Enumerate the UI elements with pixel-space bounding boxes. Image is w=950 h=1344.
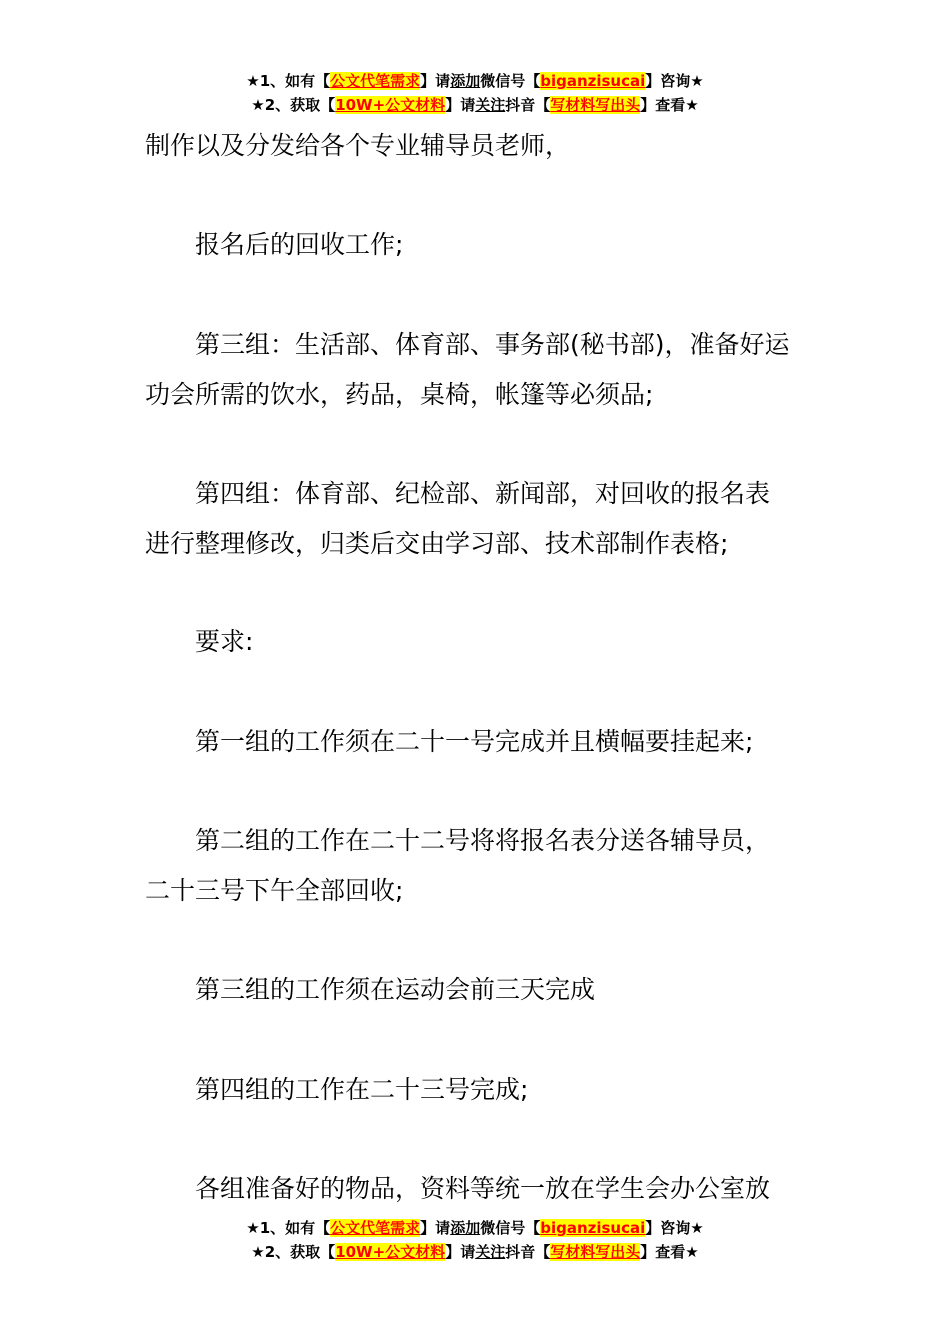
paragraph xyxy=(145,121,810,171)
banner-line-2: ★2、获取【10W+公文材料】请关注抖音【写材料写出头】查看★ xyxy=(251,96,699,114)
highlight-text: 公文代笔需求 xyxy=(330,72,421,90)
paragraph-line: 第四组：体育部、纪检部、新闻部，对回收的报名表 xyxy=(195,479,771,508)
highlight-text: 10W+公文材料 xyxy=(335,1243,446,1261)
paragraph xyxy=(145,469,810,569)
paragraph xyxy=(145,617,860,667)
highlight-text: biganzisucai xyxy=(540,1219,646,1237)
paragraph xyxy=(145,220,860,270)
highlight-text: 公文代笔需求 xyxy=(330,1219,421,1237)
paragraph-line: 第一组的工作须在二十一号完成并且横幅要挂起来; xyxy=(195,727,754,756)
paragraph-line: 各组准备好的物品，资料等统一放在学生会办公室放 xyxy=(195,1174,771,1203)
banner-line-1: ★1、如有【公文代笔需求】请添加微信号【biganzisucai】咨询★ xyxy=(246,72,704,90)
paragraph-line: 第二组的工作在二十二号将将报名表分送各辅导员， xyxy=(195,826,771,855)
paragraph-line: 要求: xyxy=(195,627,254,656)
footer-banner xyxy=(0,1217,950,1265)
paragraph-line: 进行整理修改，归类后交由学习部、技术部制作表格; xyxy=(145,529,729,558)
paragraph-line: 第三组的工作须在运动会前三天完成 xyxy=(195,975,596,1004)
banner-line-2: ★2、获取【10W+公文材料】请关注抖音【写材料写出头】查看★ xyxy=(251,1243,699,1261)
paragraph xyxy=(145,1065,860,1115)
paragraph-line: 功会所需的饮水，药品，桌椅，帐篷等必须品; xyxy=(145,380,654,409)
paragraph-line: 第三组：生活部、体育部、事务部(秘书部)，准备好运 xyxy=(195,330,790,359)
paragraph xyxy=(145,717,860,767)
paragraph xyxy=(145,965,860,1015)
paragraph xyxy=(145,1164,860,1214)
paragraph-line: 报名后的回收工作; xyxy=(195,230,404,259)
paragraph-line: 二十三号下午全部回收; xyxy=(145,876,404,905)
header-banner xyxy=(0,70,950,118)
highlight-text: 写材料写出头 xyxy=(550,1243,641,1261)
paragraph xyxy=(145,320,810,420)
highlight-text: biganzisucai xyxy=(540,72,646,90)
paragraph-line: 制作以及分发给各个专业辅导员老师， xyxy=(145,131,571,160)
paragraph-line: 第四组的工作在二十三号完成; xyxy=(195,1075,529,1104)
highlight-text: 写材料写出头 xyxy=(550,96,641,114)
highlight-text: 10W+公文材料 xyxy=(335,96,446,114)
banner-line-1: ★1、如有【公文代笔需求】请添加微信号【biganzisucai】咨询★ xyxy=(246,1219,704,1237)
paragraph xyxy=(145,816,810,916)
